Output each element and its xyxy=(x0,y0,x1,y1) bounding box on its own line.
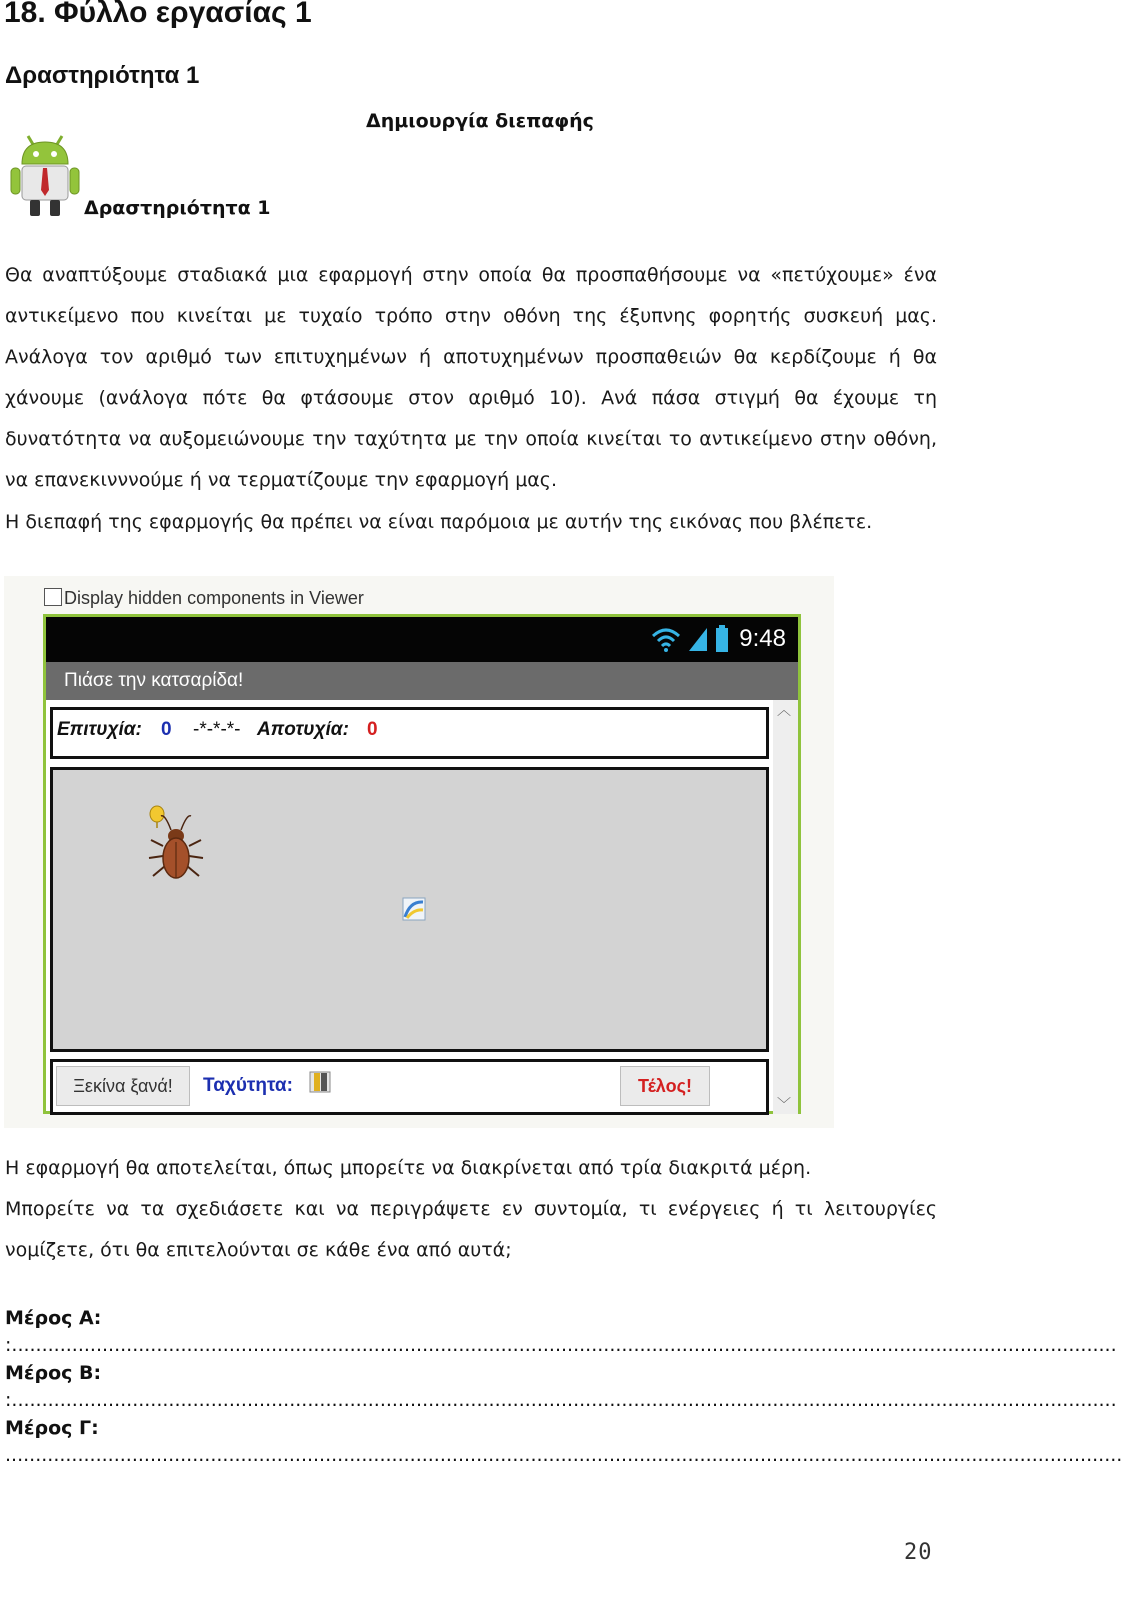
end-button[interactable]: Τέλος! xyxy=(620,1066,710,1106)
part-a-label: Μέρος Α: xyxy=(5,1307,102,1329)
score-separator: -*-*-*- xyxy=(193,719,241,740)
score-panel xyxy=(50,707,769,759)
wifi-icon xyxy=(651,626,681,652)
app-screenshot xyxy=(4,576,834,1128)
subtitle: Δημιουργία διεπαφής xyxy=(366,110,594,132)
intro-paragraph: Θα αναπτύξουμε σταδιακά μια εφαρμογή στην οποία θα προσπαθήσουμε να «πετύχουμε» ένα αντικείμενο που κινείται με τυχαίο τρόπο στην οθόνη της έξυπνης φορητής συσκευή μας. Ανάλογα τον αριθμό των επιτυχημένων ή αποτυχημένων προσπαθειών θα κερδίζουμε ή θα χάνουμε (ανάλογα πότε θα φτάσουμε στον αριθμό 10). Ανά πάσα στιγμή θα έχουμε τη δυνατότητα να αυξομειώνουμε την ταχύτητα με την οποία κινείται το αντικείμενο στην οθόνη, να επανεκινννούμε ή να τερματίζουμε την εφαρμογή μας. xyxy=(5,264,937,491)
game-canvas[interactable] xyxy=(50,767,769,1052)
scroll-up-icon[interactable]: ︿ xyxy=(777,703,791,719)
robot-label: Δραστηριότητα 1 xyxy=(84,197,271,219)
speed-label: Ταχύτητα: xyxy=(203,1075,293,1096)
part-a-answer-line[interactable]: :....................................................................................................................................................................................... xyxy=(5,1334,1117,1356)
part-c-answer-line[interactable]: ......................................................................................................................................................................................... xyxy=(5,1444,1122,1466)
ball-sprite[interactable] xyxy=(402,897,426,921)
restart-button[interactable]: Ξεκίνα ξανά! xyxy=(56,1066,190,1106)
outro-line-1: Η εφαρμογή θα αποτελείται, όπως μπορείτε να διακρίνεται από τρία διακριτά μέρη. xyxy=(5,1157,812,1179)
battery-icon xyxy=(715,625,729,653)
section-heading: 18. Φύλλο εργασίας 1 xyxy=(4,0,312,29)
success-value: 0 xyxy=(161,719,172,740)
ladybug-sprite[interactable] xyxy=(147,804,205,888)
status-bar xyxy=(46,617,798,662)
app-title: Πιάσε την κατσαρίδα! xyxy=(64,670,244,691)
activity-heading: Δραστηριότητα 1 xyxy=(5,62,200,89)
fail-value: 0 xyxy=(367,719,378,740)
slider-icon[interactable] xyxy=(308,1070,332,1094)
phone-viewer xyxy=(43,614,801,1114)
app-title-bar xyxy=(46,662,798,700)
controls-panel xyxy=(50,1059,769,1115)
hidden-components-checkbox[interactable] xyxy=(44,588,62,606)
clock: 9:48 xyxy=(739,625,786,652)
scroll-down-icon[interactable]: ﹀ xyxy=(777,1097,791,1113)
outro-paragraph xyxy=(5,1148,937,1271)
hidden-components-label: Display hidden components in Viewer xyxy=(64,588,364,608)
part-b-answer-line[interactable]: :....................................................................................................................................................................................... xyxy=(5,1389,1117,1411)
success-label: Επιτυχία: xyxy=(57,719,142,740)
outro-line-2: Μπορείτε να τα σχεδιάσετε και να περιγράψετε εν συντομία, τι ενέργειες ή τι λειτουργίες νομίζετε, ότι θα επιτελούνται σε κάθε ένα από αυτά; xyxy=(5,1198,937,1261)
fail-label: Αποτυχία: xyxy=(257,719,349,740)
intro-paragraph-2: Η διεπαφή της εφαρμογής θα πρέπει να είναι παρόμοια με αυτήν της εικόνας που βλέπετε. xyxy=(5,511,873,533)
signal-icon xyxy=(687,626,709,652)
page-number: 20 xyxy=(904,1540,933,1565)
part-c-label: Μέρος Γ: xyxy=(5,1417,99,1439)
part-b-label: Μέρος Β: xyxy=(5,1362,102,1384)
scrollbar[interactable] xyxy=(773,700,798,1114)
status-icons xyxy=(651,623,786,655)
android-robot-icon xyxy=(8,132,82,218)
